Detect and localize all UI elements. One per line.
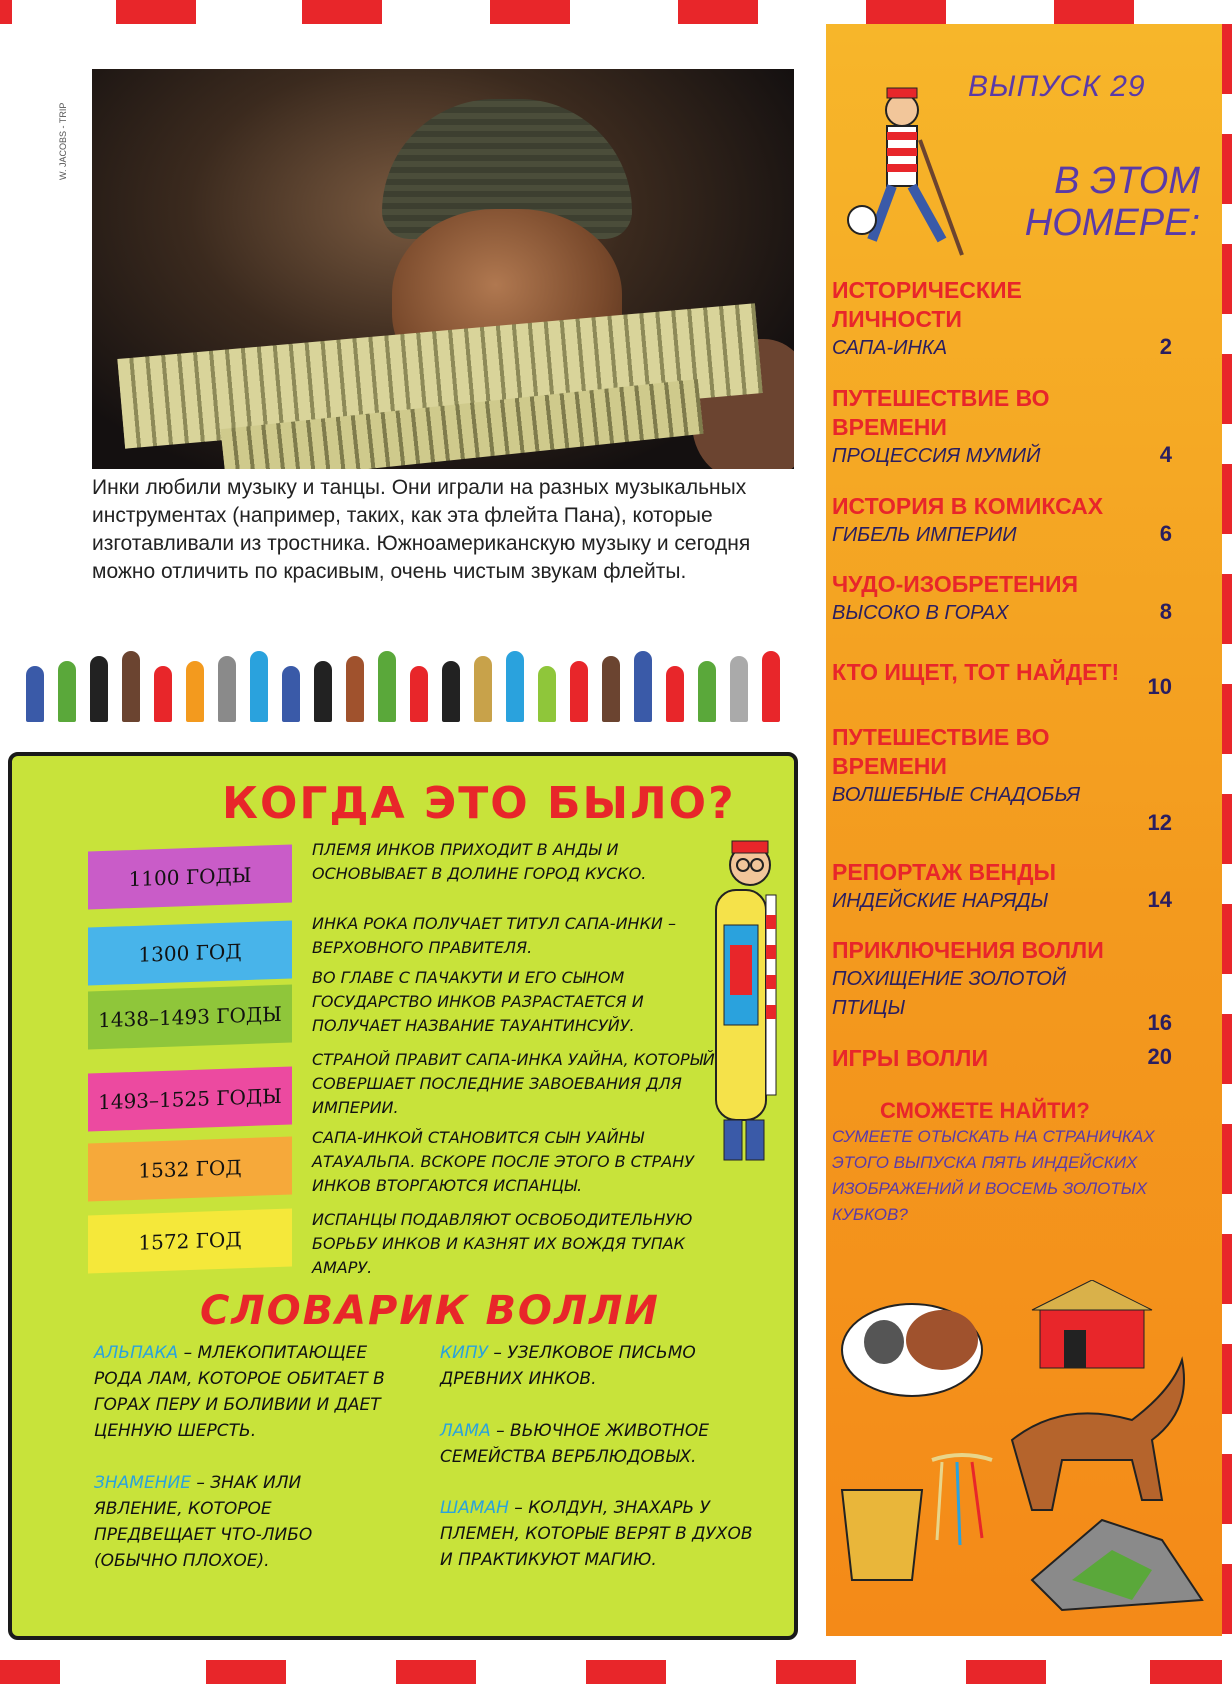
historical-figures-strip: [26, 650, 796, 722]
bottom-stripe: [0, 1660, 1232, 1684]
historical-figure: [26, 666, 44, 722]
historical-figure: [250, 651, 268, 722]
timeline-event-text: ПЛЕМЯ ИНКОВ ПРИХОДИТ В АНДЫ И ОСНОВЫВАЕТ В ДОЛИНЕ ГОРОД КУСКО.: [312, 840, 647, 883]
dict-entry-omen: ЗНАМЕНИЕ – ЗНАК ИЛИ ЯВЛЕНИЕ, КОТОРОЕ ПРЕДВЕЩАЕТ ЧТО-ЛИБО (ОБЫЧНО ПЛОХОЕ).: [94, 1473, 313, 1571]
historical-figure: [634, 651, 652, 722]
toc-page-number[interactable]: 10: [1147, 674, 1172, 699]
toc-subtitle[interactable]: ГИБЕЛЬ ИМПЕРИИ: [832, 524, 1017, 546]
toc-subtitle[interactable]: ПРОЦЕССИЯ МУМИЙ: [832, 445, 1041, 467]
toc-heading[interactable]: РЕПОРТАЖ ВЕНДЫ: [832, 859, 1056, 885]
panpipe-photo: [92, 69, 794, 469]
timeline-event-text: СТРАНОЙ ПРАВИТ САПА-ИНКА УАЙНА, КОТОРЫЙ СОВЕРШАЕТ ПОСЛЕДНИЕ ЗАВОЕВАНИЯ ДЛЯ ИМПЕРИИ.: [312, 1050, 715, 1117]
dictionary-title: СЛОВАРИК ВОЛЛИ: [200, 1288, 660, 1334]
historical-figure: [474, 656, 492, 722]
historical-figure: [314, 661, 332, 722]
toc-heading[interactable]: ИГРЫ ВОЛЛИ: [832, 1045, 988, 1071]
wally-walking-illustration: [832, 80, 982, 260]
timeline-date: 1572 ГОД: [88, 1208, 292, 1273]
toc-heading[interactable]: ЧУДО-ИЗОБРЕТЕНИЯ: [832, 571, 1079, 597]
toc-heading[interactable]: ИСТОРИЧЕСКИЕ ЛИЧНОСТИ: [832, 277, 1022, 332]
historical-figure: [122, 651, 140, 722]
historical-figure: [442, 661, 460, 722]
toc-subtitle[interactable]: ПОХИЩЕНИЕ ЗОЛОТОЙ ПТИЦЫ: [832, 968, 1067, 1019]
dict-entry-llama: ЛАМА – ВЬЮЧНОЕ ЖИВОТНОЕ СЕМЕЙСТВА ВЕРБЛЮДОВЫХ.: [440, 1421, 710, 1467]
wally-illustration: [710, 835, 780, 1165]
timeline-title: КОГДА ЭТО БЫЛО?: [222, 778, 736, 829]
timeline-event-text: ИСПАНЦЫ ПОДАВЛЯЮТ ОСВОБОДИТЕЛЬНУЮ БОРЬБУ ИНКОВ И КАЗНЯТ ИХ ВОЖДЯ ТУПАК АМАРУ.: [312, 1210, 693, 1277]
toc-subtitle[interactable]: ИНДЕЙСКИЕ НАРЯДЫ: [832, 890, 1049, 912]
timeline-event-text: САПА-ИНКОЙ СТАНОВИТСЯ СЫН УАЙНЫ АТАУАЛЬПА. ВСКОРЕ ПОСЛЕ ЭТОГО В СТРАНУ ИНКОВ ВТОРГАЮТСЯ ИСПАНЦЫ.: [312, 1128, 694, 1195]
historical-figure: [602, 656, 620, 722]
historical-figure: [666, 666, 684, 722]
toc-page-number[interactable]: 12: [1147, 810, 1172, 835]
timeline-event-text: ВО ГЛАВЕ С ПАЧАКУТИ И ЕГО СЫНОМ ГОСУДАРСТВО ИНКОВ РАЗРАСТАЕТСЯ И ПОЛУЧАЕТ НАЗВАНИЕ ТАУАНТИНСУЙУ.: [312, 968, 644, 1035]
toc-subtitle[interactable]: ВОЛШЕБНЫЕ СНАДОБЬЯ: [832, 784, 1081, 806]
historical-figure: [698, 661, 716, 722]
historical-figure: [186, 661, 204, 722]
dict-entry-kipu: КИПУ – УЗЕЛКОВОЕ ПИСЬМО ДРЕВНИХ ИНКОВ.: [440, 1343, 696, 1389]
toc-heading[interactable]: ПУТЕШЕСТВИЕ ВО ВРЕМЕНИ: [832, 385, 1050, 440]
historical-figure: [506, 651, 524, 722]
historical-figure: [378, 651, 396, 722]
issue-number: ВЫПУСК 29: [968, 70, 1146, 103]
historical-figure: [730, 656, 748, 722]
timeline-date: 1300 ГОД: [88, 920, 292, 985]
historical-figure: [282, 666, 300, 722]
historical-figure: [346, 656, 364, 722]
toc-page-number[interactable]: 14: [1147, 887, 1172, 912]
right-stripe: [1222, 24, 1232, 1660]
timeline-event-text: ИНКА РОКА ПОЛУЧАЕТ ТИТУЛ САПА-ИНКИ – ВЕРХОВНОГО ПРАВИТЕЛЯ.: [312, 914, 676, 957]
toc-heading[interactable]: ИСТОРИЯ В КОМИКСАХ: [832, 493, 1104, 519]
timeline-date: 1532 ГОД: [88, 1136, 292, 1201]
historical-figure: [90, 656, 108, 722]
toc-heading[interactable]: ПРИКЛЮЧЕНИЯ ВОЛЛИ: [832, 937, 1104, 963]
toc-page-number[interactable]: 16: [1147, 1010, 1172, 1035]
top-stripe: [0, 0, 1232, 24]
in-this-issue-heading: В ЭТОМ НОМЕРЕ:: [1024, 160, 1200, 244]
toc-heading[interactable]: ПУТЕШЕСТВИЕ ВО ВРЕМЕНИ: [832, 724, 1050, 779]
timeline-date: 1493–1525 ГОДЫ: [88, 1066, 292, 1131]
dict-entry-alpaca: АЛЬПАКА – МЛЕКОПИТАЮЩЕЕ РОДА ЛАМ, КОТОРОЕ ОБИТАЕТ В ГОРАХ ПЕРУ И БОЛИВИИ И ДАЕТ ЦЕННУЮ ШЕРСТЬ.: [94, 1343, 385, 1441]
toc-page-number[interactable]: 8: [1159, 599, 1172, 624]
historical-figure: [762, 651, 780, 722]
find-title: СМОЖЕТЕ НАЙТИ?: [880, 1098, 1090, 1123]
photo-caption: Инки любили музыку и танцы. Они играли на разных музыкальных инструментах (например, таких, как эта флейта Пана), которые изготавливали из тростника. Южноамериканскую музыку и сегодня можно отличить по красивым, очень чистым звукам флейты.: [92, 476, 751, 583]
historical-figure: [410, 666, 428, 722]
toc-page-number[interactable]: 2: [1159, 334, 1172, 359]
animals-illustration: [832, 1280, 1212, 1620]
photo-credit: W. JACOBS - TRIP: [58, 102, 68, 180]
historical-figure: [58, 661, 76, 722]
find-text: СУМЕЕТЕ ОТЫСКАТЬ НА СТРАНИЧКАХ ЭТОГО ВЫПУСКА ПЯТЬ ИНДЕЙСКИХ ИЗОБРАЖЕНИЙ И ВОСЕМЬ ЗОЛОТЫХ КУБКОВ?: [832, 1127, 1155, 1224]
toc-page-number[interactable]: 6: [1159, 521, 1172, 546]
toc-heading[interactable]: КТО ИЩЕТ, ТОТ НАЙДЕТ!: [832, 659, 1120, 685]
toc-subtitle[interactable]: ВЫСОКО В ГОРАХ: [832, 602, 1009, 624]
historical-figure: [570, 661, 588, 722]
toc-subtitle[interactable]: САПА-ИНКА: [832, 337, 948, 359]
toc-page-number[interactable]: 4: [1159, 442, 1172, 467]
historical-figure: [154, 666, 172, 722]
historical-figure: [538, 666, 556, 722]
toc-page-number[interactable]: 20: [1147, 1044, 1172, 1069]
timeline-date: 1100 ГОДЫ: [88, 844, 292, 909]
timeline-date: 1438–1493 ГОДЫ: [88, 984, 292, 1049]
historical-figure: [218, 656, 236, 722]
dict-entry-shaman: ШАМАН – КОЛДУН, ЗНАХАРЬ У ПЛЕМЕН, КОТОРЫЕ ВЕРЯТ В ДУХОВ И ПРАКТИКУЮТ МАГИЮ.: [440, 1498, 753, 1570]
